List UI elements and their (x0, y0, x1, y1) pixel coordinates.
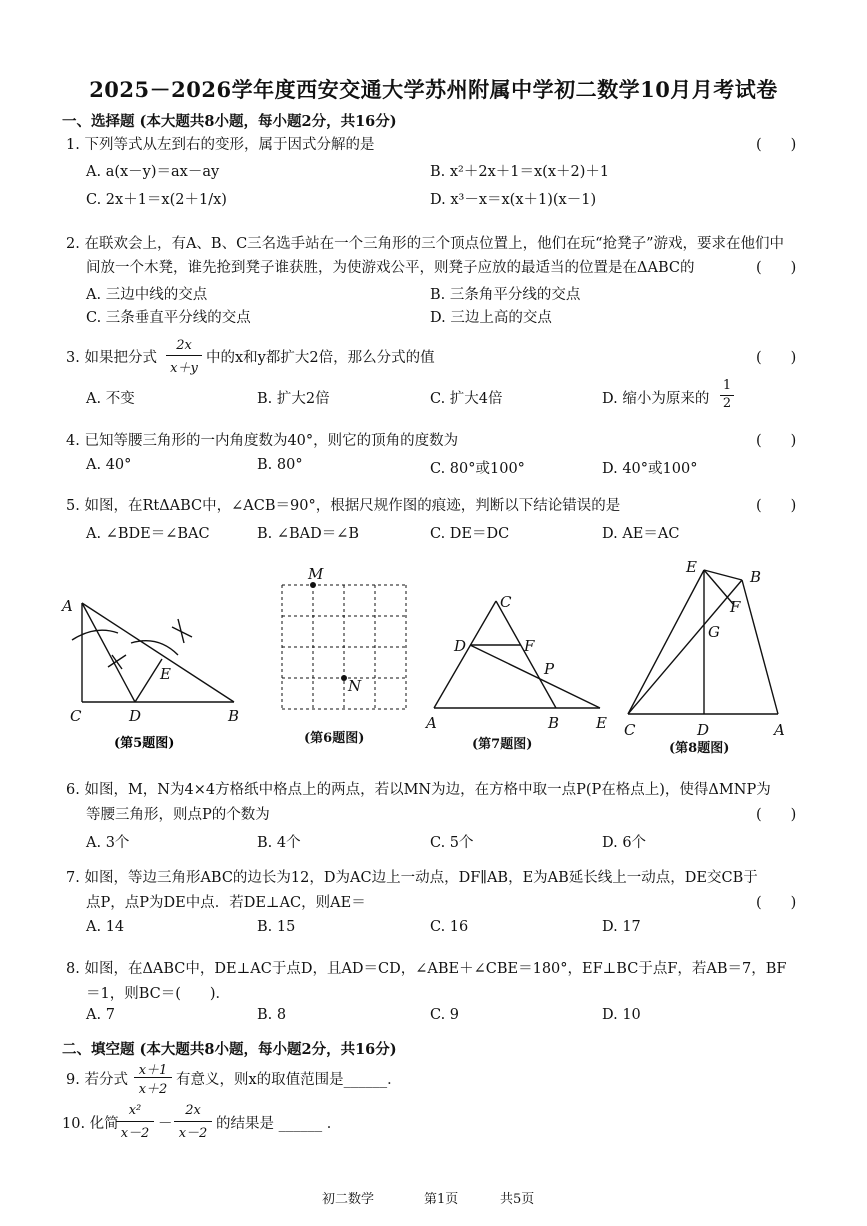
q7-stem-line1: 7. 如图，等边三角形ABC的边长为12，D为AC边上一动点，DF∥AB，E为AB延长线上一动点，DE交CB于 (66, 870, 758, 886)
q2-option-d: D. 三边上高的交点 (430, 310, 552, 326)
q3-option-c: C. 扩大4倍 (430, 391, 503, 407)
figure-5 (72, 603, 234, 702)
fig5-label-b: B (228, 707, 240, 725)
q6-option-c: C. 5个 (430, 835, 474, 851)
q8-option-b: B. 8 (257, 1007, 287, 1023)
fig6-label-n: N (348, 677, 362, 695)
q2-option-c: C. 三条垂直平分线的交点 (86, 310, 251, 326)
fig8-side-ba (742, 580, 778, 714)
q5-option-b: B. ∠BAD＝∠B (257, 526, 360, 542)
q1-option-a: A. a(x－y)＝ax－ay (86, 164, 220, 180)
q1-option-d: D. x³－x＝x(x＋1)(x－1) (430, 192, 597, 208)
q4-option-c: C. 80°或100° (430, 461, 525, 477)
q8-option-d: D. 10 (602, 1007, 641, 1023)
q9-pre: 9. 若分式 (66, 1072, 128, 1088)
fig8-side-cb (628, 580, 742, 714)
fig8-label-e: E (686, 558, 697, 576)
footer-total-pages: 共5页 (500, 1192, 535, 1207)
fig7-label-e: E (596, 714, 607, 732)
fig5-label-e: E (160, 665, 171, 683)
q1-stem: 1. 下列等式从左到右的变形，属于因式分解的是 (66, 137, 375, 153)
q7-stem-line2: 点P，点P为DE中点．若DE⊥AC，则AE＝ (86, 895, 366, 911)
fig5-label-c: C (70, 707, 82, 725)
fig5-segment-de (135, 659, 162, 702)
q6-option-a: A. 3个 (86, 835, 130, 851)
footer-page-number: 第1页 (424, 1192, 459, 1207)
fig5-segment-ad (82, 603, 135, 702)
fig5-side-ab (82, 603, 234, 702)
q3-stem-post: 中的x和y都扩大2倍，那么分式的值 (206, 350, 435, 366)
fig7-caption: (第7题图) (472, 737, 533, 752)
q10-frac2-numerator: 2x (185, 1103, 201, 1118)
figure-6-grid (282, 585, 406, 709)
fig7-label-a: A (426, 714, 437, 732)
fig5-arc-cross-2 (172, 619, 192, 643)
fig7-label-b: B (548, 714, 560, 732)
figures-row (0, 555, 867, 770)
fig7-segment-de (470, 645, 600, 708)
q9-post: 有意义，则x的取值范围是______． (176, 1072, 402, 1088)
q6-stem-line2: 等腰三角形，则点P的个数为 (86, 807, 270, 823)
q3-option-d-numerator: 1 (722, 378, 732, 393)
fig5-label-d: D (129, 707, 142, 725)
fig8-label-g: G (708, 623, 720, 641)
q3-option-b: B. 扩大2倍 (257, 391, 330, 407)
q6-option-d: D. 6个 (602, 835, 647, 851)
q2-option-a: A. 三边中线的交点 (86, 287, 208, 303)
fig8-caption: (第8题图) (669, 741, 730, 756)
q4-option-d: D. 40°或100° (602, 461, 698, 477)
q2-answer-paren: ( ) (756, 260, 797, 276)
figure-5-labels (60, 597, 239, 725)
q10-frac1-numerator: x² (128, 1103, 142, 1118)
q2-stem-line1: 2. 在联欢会上，有A、B、C三名选手站在一个三角形的三个顶点位置上，他们在玩“抢凳子”游戏，要求在他们中 (66, 236, 784, 252)
fig8-label-b: B (750, 568, 762, 586)
q7-option-a: A. 14 (86, 919, 125, 935)
q7-answer-paren: ( ) (756, 895, 797, 911)
q4-option-b: B. 80° (257, 457, 303, 473)
q1-option-b: B. x²＋2x＋1＝x(x＋2)＋1 (430, 164, 610, 180)
q8-stem-line2: ＝1，则BC＝( )． (86, 986, 231, 1002)
section-fill-heading: 二、填空题 (本大题共8小题，每小题2分，共16分) (62, 1041, 397, 1058)
q2-option-b: B. 三条角平分线的交点 (430, 287, 581, 303)
q3-option-a: A. 不变 (86, 391, 135, 407)
footer-subject: 初二数学 (322, 1192, 375, 1207)
q10-minus: － (158, 1116, 173, 1132)
q5-answer-paren: ( ) (756, 498, 797, 514)
q1-option-c: C. 2x＋1＝x(2＋1/x) (86, 192, 227, 208)
fig6-caption: (第6题图) (304, 731, 365, 746)
q10-pre: 10. 化简 (62, 1116, 119, 1132)
fig7-label-p: P (544, 660, 555, 678)
q7-option-d: D. 17 (602, 919, 641, 935)
q1-answer-paren: ( ) (756, 137, 797, 153)
q6-option-b: B. 4个 (257, 835, 301, 851)
fig5-arc-2 (131, 641, 178, 655)
q3-option-d: D. 缩小为原来的 (602, 391, 710, 407)
q8-option-a: A. 7 (86, 1007, 115, 1023)
q7-option-b: B. 15 (257, 919, 296, 935)
exam-title: 2025－2026学年度西安交通大学苏州附属中学初二数学10月月考试卷 (89, 77, 778, 102)
q4-option-a: A. 40° (86, 457, 132, 473)
q3-answer-paren: ( ) (756, 350, 797, 366)
q5-option-d: D. AE＝AC (602, 526, 680, 542)
q9-denominator: x＋2 (138, 1082, 168, 1097)
fig8-segment-ce (628, 570, 704, 714)
q7-option-c: C. 16 (430, 919, 469, 935)
q2-stem-line2: 间放一个木凳，谁先抢到凳子谁获胜，为使游戏公平，则凳子应放的最适当的位置是在ΔABC的 (86, 260, 695, 276)
q6-stem-line1: 6. 如图，M，N为4×4方格纸中格点上的两点，若以MN为边，在方格中取一点P(P在格点上)，使得ΔMNP为 (66, 782, 771, 798)
q3-option-d-denominator: 2 (722, 396, 732, 411)
q3-fraction-denominator: x＋y (170, 361, 198, 376)
figure-8 (628, 570, 778, 714)
fig7-label-f: F (524, 637, 535, 655)
q5-option-a: A. ∠BDE＝∠BAC (86, 526, 210, 542)
fig5-label-a: A (62, 597, 73, 615)
fig6-point-n (341, 675, 347, 681)
fig7-label-c: C (500, 593, 512, 611)
q8-option-c: C. 9 (430, 1007, 460, 1023)
q3-stem-pre: 3. 如果把分式 (66, 350, 157, 366)
fig7-label-d: D (454, 637, 467, 655)
fig6-label-m: M (308, 565, 324, 583)
q3-fraction-bar (166, 355, 202, 356)
fig5-caption: (第5题图) (114, 736, 175, 751)
figure-7-labels (424, 593, 607, 732)
q5-option-c: C. DE＝DC (430, 526, 510, 542)
q4-stem: 4. 已知等腰三角形的一内角度数为40°，则它的顶角的度数为 (66, 433, 459, 449)
q4-answer-paren: ( ) (756, 433, 797, 449)
section-choice-heading: 一、选择题 (本大题共8小题，每小题2分，共16分) (62, 113, 397, 130)
q10-frac1-denominator: x－2 (120, 1126, 150, 1141)
fig8-segment-eb (704, 570, 742, 580)
fig8-label-f: F (730, 598, 741, 616)
q5-stem: 5. 如图，在RtΔABC中，∠ACB＝90°，根据尺规作图的痕迹，判断以下结论错误的是 (66, 498, 621, 514)
fig5-arc-1 (72, 630, 118, 640)
fig8-label-c: C (624, 721, 636, 739)
q6-answer-paren: ( ) (756, 807, 797, 823)
fig8-label-a: A (774, 721, 785, 739)
q9-numerator: x＋1 (138, 1063, 168, 1078)
q10-post: 的结果是 ______ ． (216, 1116, 342, 1132)
q10-frac2-denominator: x－2 (178, 1126, 208, 1141)
fig8-label-d: D (697, 721, 710, 739)
q8-stem-line1: 8. 如图，在ΔABC中，DE⊥AC于点D，且AD＝CD，∠ABE＋∠CBE＝180°，EF⊥BC于点F，若AB＝7，BF (66, 961, 787, 977)
q3-fraction-numerator: 2x (176, 338, 192, 353)
